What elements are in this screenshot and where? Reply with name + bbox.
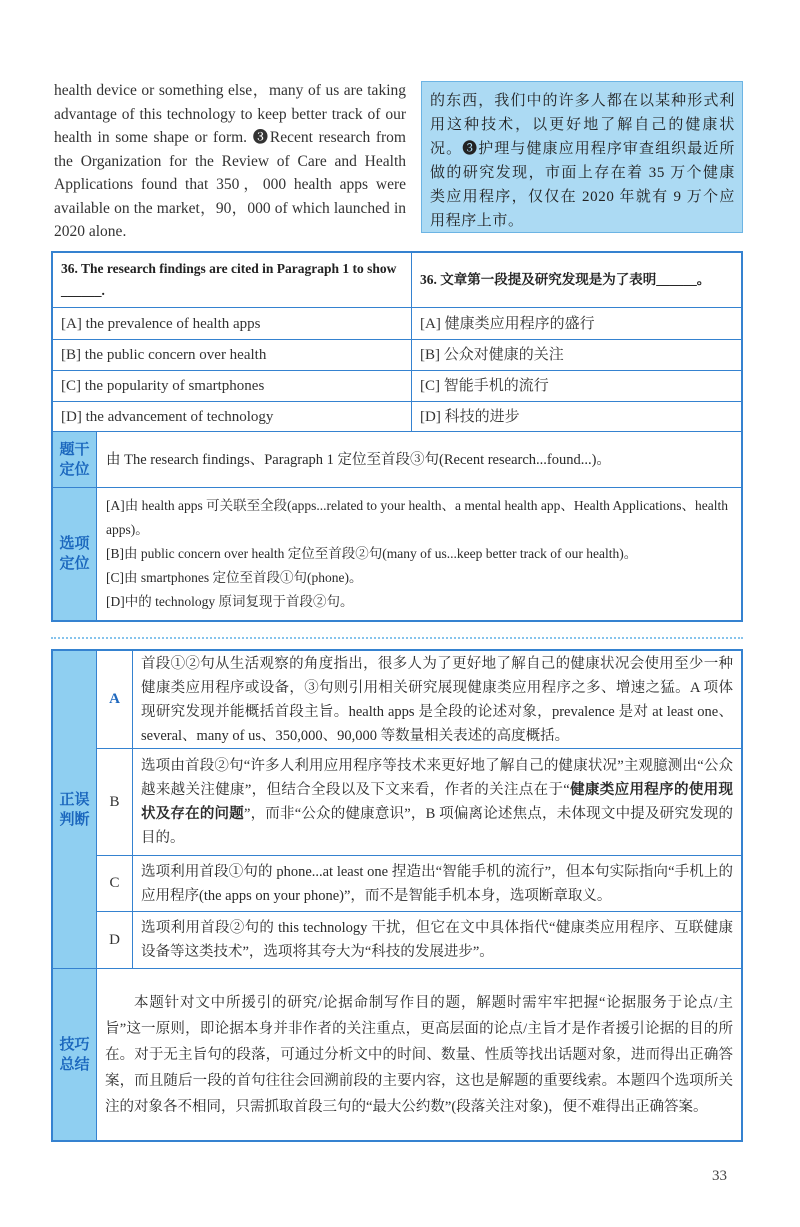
- option-locate-item-b: [B]由 public concern over health 定位至首段②句(many of us...keep better track of our health)。: [106, 546, 638, 561]
- option-b-chinese-cell: [412, 340, 741, 370]
- judgement-letter-c: C: [109, 875, 120, 891]
- option-b-chinese: [B] 公众对健康的关注: [420, 347, 564, 363]
- question-stem-chinese-cell: [412, 253, 741, 307]
- judgement-text-b-after: ”，而非“公众的健康意识”，B 项偏离论述焦点，未体现文中提及研究发现的目的。: [141, 806, 733, 846]
- option-d-english-cell: [53, 402, 411, 431]
- judgement-text-b-emphasis: 健康类应用程序的使用现状及存在的问题: [141, 782, 733, 822]
- option-b-english-cell: [53, 340, 411, 370]
- section-divider: [51, 637, 743, 639]
- option-a-english-cell: [53, 308, 411, 339]
- option-c-english-cell: [53, 371, 411, 401]
- judgement-label-cell: [53, 651, 96, 968]
- passage-chinese-translation-box: [421, 81, 743, 233]
- judgement-text-b-before: 选项由首段②句“许多人利用应用程序等技术来更好地了解自己的健康状况”主观臆测出“公众越来越关注健康”，但结合全段以及下文来看，作者的关注点在于“: [141, 758, 733, 798]
- question-stem-chinese: 36. 文章第一段提及研究发现是为了表明______。: [420, 272, 711, 287]
- judgement-letter-a-cell: [97, 651, 132, 748]
- option-locate-list: [97, 488, 741, 620]
- judgement-letter-d: D: [109, 931, 120, 948]
- passage-english: health device or something else，many of us are taking advantage of this technology to keep better track of our health in some shape or form. ❸Recent research from the Organization for the Review of Care and Health Applications found that 350，000 health apps were available on the market，90，000 of which launched in 2020 alone.: [54, 82, 406, 240]
- judgement-letter-a: A: [109, 691, 120, 707]
- option-locate-label-cell: [53, 488, 96, 620]
- question-stem-english-cell: [53, 253, 411, 307]
- option-d-chinese: [D] 科技的进步: [420, 408, 520, 425]
- question-table: [51, 251, 743, 622]
- option-c-chinese: [C] 智能手机的流行: [420, 378, 549, 394]
- option-c-chinese-cell: [412, 371, 741, 401]
- stem-locate-cell: [97, 432, 741, 487]
- tips-cell: [97, 969, 741, 1140]
- stem-locate-label-cell: [53, 432, 96, 487]
- judgement-letter-b: B: [109, 793, 120, 810]
- judgement-letter-b-cell: [97, 749, 132, 855]
- option-a-chinese-cell: [412, 308, 741, 339]
- judgement-text-a-cell: [133, 651, 741, 748]
- judgement-text-d: 选项利用首段②句的 this technology 干扰，但它在文中具体指代“健康类应用程序、互联健康设备等这类技术”，选项将其夸大为“科技的发展进步”。: [141, 920, 733, 960]
- passage-chinese-text: 的东西，我们中的许多人都在以某种形式利用这种技术，以更好地了解自己的健康状况。❸护理与健康应用程序审查组织最近所做的研究发现，市面上存在着 35 万个健康类应用程序，仅仅在 2020 年就有 9 万个应用程序上市。: [430, 93, 735, 229]
- judgement-text-a: 首段①②句从生活观察的角度指出，很多人为了更好地了解自己的健康状况会使用至少一种健康类应用程序或设备，③句则引用相关研究展现健康类应用程序之多、增速之猛。A 项体现研究发现并能概括首段主旨。health apps 是全段的论述对象，prevalence 是对 at least one、several、many of us、350,000、90,000 等数量相关表述的高度概括。: [141, 655, 733, 744]
- judgement-label: 正误判断: [59, 791, 90, 828]
- option-d-english: [D] the advancement of technology: [61, 408, 274, 425]
- stem-locate-text: 由 The research findings、Paragraph 1 定位至首段③句(Recent research...found...)。: [106, 451, 611, 468]
- judgement-text-b-cell: [133, 749, 741, 855]
- stem-locate-label: 题干定位: [59, 441, 90, 478]
- judgement-text-d-cell: [133, 912, 741, 968]
- option-b-english: [B] the public concern over health: [61, 347, 267, 363]
- option-locate-label: 选项定位: [59, 536, 90, 572]
- option-locate-item-d: [D]中的 technology 原词复现于首段②句。: [106, 594, 354, 609]
- judgement-letter-c-cell: [97, 856, 132, 911]
- question-stem-english: 36. The research findings are cited in Paragraph 1 to show ______.: [61, 261, 397, 298]
- option-a-chinese: [A] 健康类应用程序的盛行: [420, 315, 595, 332]
- judgement-letter-d-cell: [97, 912, 132, 968]
- judgement-table: [51, 649, 743, 1142]
- judgement-text-b: [141, 754, 733, 850]
- option-c-english: [C] the popularity of smartphones: [61, 378, 265, 394]
- option-d-chinese-cell: [412, 402, 741, 431]
- option-locate-item-c: [C]由 smartphones 定位至首段①句(phone)。: [106, 570, 363, 585]
- page-number: 33: [712, 1168, 727, 1184]
- option-a-english: [A] the prevalence of health apps: [61, 315, 261, 332]
- option-locate-item-a: [A]由 health apps 可关联至全段(apps...related to your health、a mental health app、Health Applications、health apps)。: [106, 498, 728, 537]
- tips-label-cell: [53, 969, 96, 1140]
- tips-label: 技巧总结: [59, 1036, 90, 1073]
- judgement-text-c-cell: [133, 856, 741, 911]
- judgement-text-c: 选项利用首段①句的 phone...at least one 捏造出“智能手机的流行”，但本句实际指向“手机上的应用程序(the apps on your phone)”，而不是智能手机本身，选项断章取义。: [141, 863, 733, 904]
- tips-text: 本题针对文中所援引的研究/论据命制写作目的题，解题时需牢牢把握“论据服务于论点/主旨”这一原则，即论据本身并非作者的关注重点，更高层面的论点/主旨才是作者援引论据的目的所在。对于无主旨句的段落，可通过分析文中的时间、数量、性质等找出话题对象，进而得出正确答案，而且随后一段的首句往往会回溯前段的主要内容，这也是解题的重要线索。本题四个选项所关注的对象各不相同，只需抓取首段三句的“最大公约数”(段落关注对象)，便不难得出正确答案。: [105, 994, 733, 1115]
